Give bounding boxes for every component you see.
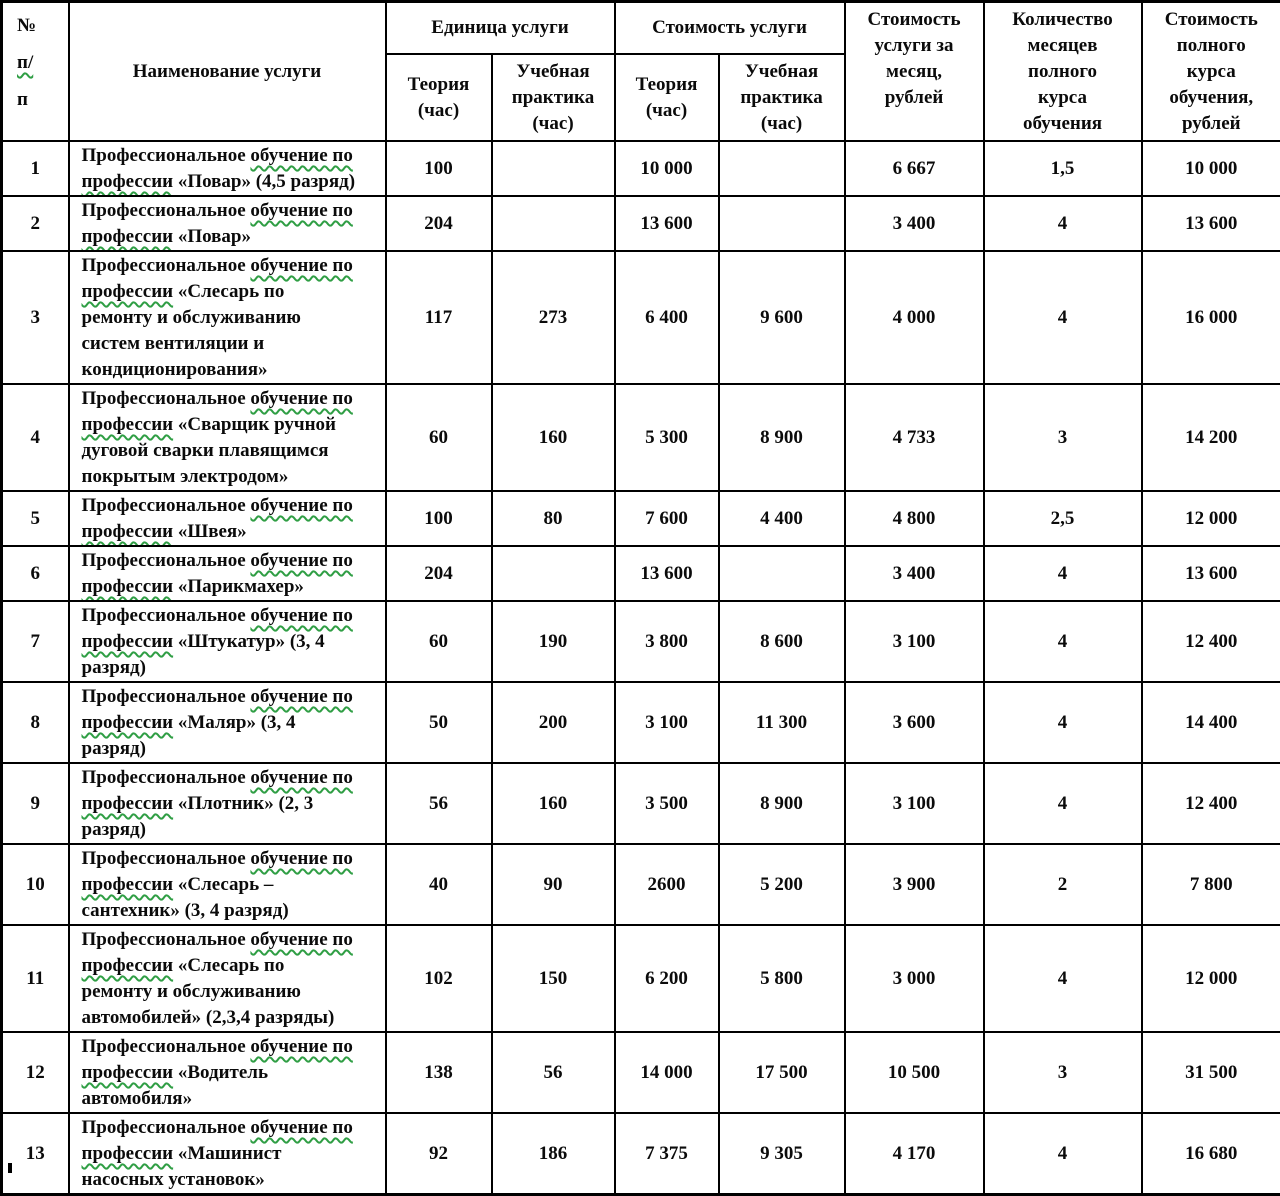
cell-cost-per-month: 3 100	[845, 763, 984, 844]
cell-course-total: 12 000	[1142, 925, 1280, 1032]
spellcheck-word: профессии	[82, 226, 174, 247]
cell-unit-theory: 92	[386, 1113, 492, 1195]
cell-unit-theory: 100	[386, 141, 492, 196]
table-row	[2, 763, 1280, 844]
cell-cost-theory: 6 200	[615, 925, 719, 1032]
cell-service-name: Профессиональное обучение по профессии «Плотник» (2, 3 разряд)	[69, 763, 386, 844]
cell-course-total: 13 600	[1142, 196, 1280, 251]
cell-cost-per-month: 3 400	[845, 196, 984, 251]
cell-cost-practice	[719, 141, 845, 196]
cell-months-count: 4	[984, 601, 1142, 682]
cell-unit-practice: 90	[492, 844, 615, 925]
cell-cost-theory: 3 500	[615, 763, 719, 844]
spellcheck-word: обучение по	[250, 605, 352, 626]
col-header-course-total: Стоимость полного курса обучения, рублей	[1142, 2, 1280, 142]
cell-course-total: 13 600	[1142, 546, 1280, 601]
spellcheck-word: профессии	[82, 1062, 174, 1083]
cell-cost-per-month: 3 600	[845, 682, 984, 763]
cell-cost-theory: 7 375	[615, 1113, 719, 1195]
cell-unit-practice: 273	[492, 251, 615, 384]
cell-unit-theory: 50	[386, 682, 492, 763]
cell-cost-theory: 2600	[615, 844, 719, 925]
cell-unit-practice: 160	[492, 384, 615, 491]
cell-service-name: Профессиональное обучение по профессии «Водитель автомобиля»	[69, 1032, 386, 1113]
cell-months-count: 1,5	[984, 141, 1142, 196]
cell-course-total: 12 000	[1142, 491, 1280, 546]
spellcheck-word: обучение по	[250, 495, 352, 516]
table-row	[2, 1113, 1280, 1195]
cell-service-name: Профессиональное обучение по профессии «Сварщик ручной дуговой сварки плавящимся покрытым электродом»	[69, 384, 386, 491]
cell-course-total: 14 200	[1142, 384, 1280, 491]
cell-unit-practice	[492, 546, 615, 601]
cell-cost-theory: 10 000	[615, 141, 719, 196]
cell-course-total: 14 400	[1142, 682, 1280, 763]
cell-row-number: 2	[2, 196, 69, 251]
cell-unit-theory: 56	[386, 763, 492, 844]
cell-cost-theory: 13 600	[615, 196, 719, 251]
spellcheck-word: обучение по	[250, 767, 352, 788]
table-row	[2, 682, 1280, 763]
cell-unit-practice: 186	[492, 1113, 615, 1195]
table-row	[2, 251, 1280, 384]
cell-cost-per-month: 4 170	[845, 1113, 984, 1195]
spellcheck-word: обучение по	[250, 686, 352, 707]
cell-cost-per-month: 10 500	[845, 1032, 984, 1113]
spellcheck-word: обучение по	[250, 1036, 352, 1057]
spellcheck-word: профессии	[82, 793, 174, 814]
spellcheck-word: обучение по	[250, 200, 352, 221]
cell-service-name: Профессиональное обучение по профессии «Повар»	[69, 196, 386, 251]
cell-course-total: 31 500	[1142, 1032, 1280, 1113]
cell-row-number: 13	[2, 1113, 69, 1195]
cell-row-number: 5	[2, 491, 69, 546]
row-number-header-line: п	[17, 81, 68, 118]
cell-unit-theory: 100	[386, 491, 492, 546]
cell-cost-theory: 6 400	[615, 251, 719, 384]
cell-service-name: Профессиональное обучение по профессии «Слесарь по ремонту и обслуживанию автомобилей» (2,3,4 разряды)	[69, 925, 386, 1032]
table-row	[2, 601, 1280, 682]
cell-unit-theory: 204	[386, 196, 492, 251]
scan-artifact-mark	[8, 1163, 12, 1173]
table-row	[2, 384, 1280, 491]
cell-course-total: 16 680	[1142, 1113, 1280, 1195]
cell-course-total: 7 800	[1142, 844, 1280, 925]
spellcheck-word: профессии	[82, 414, 174, 435]
cell-cost-per-month: 3 900	[845, 844, 984, 925]
cell-row-number: 11	[2, 925, 69, 1032]
cell-unit-practice: 150	[492, 925, 615, 1032]
spellcheck-word: обучение по	[250, 848, 352, 869]
cell-row-number: 7	[2, 601, 69, 682]
cell-months-count: 3	[984, 1032, 1142, 1113]
col-header-cost-practice: Учебная практика (час)	[719, 54, 845, 141]
cell-row-number: 1	[2, 141, 69, 196]
cell-cost-theory: 14 000	[615, 1032, 719, 1113]
cell-months-count: 4	[984, 546, 1142, 601]
table-row	[2, 546, 1280, 601]
cell-cost-per-month: 3 100	[845, 601, 984, 682]
cell-service-name: Профессиональное обучение по профессии «Маляр» (3, 4 разряд)	[69, 682, 386, 763]
cell-service-name: Профессиональное обучение по профессии «Машинист насосных установок»	[69, 1113, 386, 1195]
cell-row-number: 6	[2, 546, 69, 601]
cell-unit-theory: 60	[386, 384, 492, 491]
cell-cost-practice: 9 600	[719, 251, 845, 384]
cell-course-total: 12 400	[1142, 601, 1280, 682]
row-number-header-line: №	[17, 7, 68, 44]
cell-course-total: 12 400	[1142, 763, 1280, 844]
cell-service-name: Профессиональное обучение по профессии «Повар» (4,5 разряд)	[69, 141, 386, 196]
cell-cost-practice: 9 305	[719, 1113, 845, 1195]
cell-service-name: Профессиональное обучение по профессии «Штукатур» (3, 4 разряд)	[69, 601, 386, 682]
spellcheck-word: обучение по	[250, 388, 352, 409]
spellcheck-word: профессии	[82, 712, 174, 733]
spellcheck-word: профессии	[82, 955, 174, 976]
cell-row-number: 3	[2, 251, 69, 384]
spellcheck-word: профессии	[82, 631, 174, 652]
col-header-service-name: Наименование услуги	[69, 2, 386, 142]
cell-cost-practice: 8 900	[719, 384, 845, 491]
spellcheck-word: обучение по	[250, 929, 352, 950]
spellcheck-word: профессии	[82, 576, 174, 597]
table-row	[2, 1032, 1280, 1113]
cell-cost-per-month: 6 667	[845, 141, 984, 196]
table-row	[2, 925, 1280, 1032]
spellcheck-word: профессии	[82, 1143, 174, 1164]
cell-cost-practice: 17 500	[719, 1032, 845, 1113]
cell-cost-per-month: 4 733	[845, 384, 984, 491]
cell-cost-practice: 5 800	[719, 925, 845, 1032]
cell-months-count: 4	[984, 196, 1142, 251]
cell-unit-practice: 80	[492, 491, 615, 546]
cell-unit-theory: 117	[386, 251, 492, 384]
cell-service-name: Профессиональное обучение по профессии «Слесарь по ремонту и обслуживанию систем вентиляции и кондиционирования»	[69, 251, 386, 384]
row-number-header-line: п/	[17, 44, 68, 81]
cell-unit-practice: 190	[492, 601, 615, 682]
cell-months-count: 4	[984, 925, 1142, 1032]
spellcheck-word: обучение по	[250, 255, 352, 276]
cell-row-number: 12	[2, 1032, 69, 1113]
col-header-group-unit: Единица услуги	[386, 2, 615, 55]
table-row	[2, 491, 1280, 546]
cell-months-count: 4	[984, 682, 1142, 763]
spellcheck-word: профессии	[82, 281, 174, 302]
cell-unit-practice	[492, 196, 615, 251]
spellcheck-word: профессии	[82, 521, 174, 542]
cell-cost-practice: 5 200	[719, 844, 845, 925]
cell-service-name: Профессиональное обучение по профессии «Слесарь – сантехник» (3, 4 разряд)	[69, 844, 386, 925]
col-header-group-cost: Стоимость услуги	[615, 2, 845, 55]
cell-cost-theory: 5 300	[615, 384, 719, 491]
cell-unit-theory: 204	[386, 546, 492, 601]
cell-row-number: 10	[2, 844, 69, 925]
cell-months-count: 2	[984, 844, 1142, 925]
col-header-unit-theory: Теория (час)	[386, 54, 492, 141]
cell-course-total: 16 000	[1142, 251, 1280, 384]
spellcheck-word: обучение по	[250, 145, 352, 166]
cell-months-count: 4	[984, 763, 1142, 844]
table-body	[2, 141, 1280, 1195]
cell-months-count: 4	[984, 1113, 1142, 1195]
cell-months-count: 3	[984, 384, 1142, 491]
cell-cost-theory: 7 600	[615, 491, 719, 546]
cell-service-name: Профессиональное обучение по профессии «Швея»	[69, 491, 386, 546]
cell-cost-per-month: 3 000	[845, 925, 984, 1032]
col-header-unit-practice: Учебная практика (час)	[492, 54, 615, 141]
table-row	[2, 196, 1280, 251]
spellcheck-word: профессии	[82, 171, 174, 192]
cell-row-number: 9	[2, 763, 69, 844]
cell-service-name: Профессиональное обучение по профессии «Парикмахер»	[69, 546, 386, 601]
cell-unit-practice	[492, 141, 615, 196]
cell-row-number: 8	[2, 682, 69, 763]
spellcheck-word: обучение по	[250, 550, 352, 571]
spellcheck-word: профессии	[82, 874, 174, 895]
cell-unit-theory: 40	[386, 844, 492, 925]
cell-unit-theory: 60	[386, 601, 492, 682]
cell-unit-practice: 56	[492, 1032, 615, 1113]
spellcheck-word: обучение по	[250, 1117, 352, 1138]
cell-months-count: 4	[984, 251, 1142, 384]
cell-cost-per-month: 3 400	[845, 546, 984, 601]
cell-cost-theory: 3 800	[615, 601, 719, 682]
cell-unit-theory: 102	[386, 925, 492, 1032]
cell-unit-theory: 138	[386, 1032, 492, 1113]
table-row	[2, 141, 1280, 196]
col-header-months-count: Количество месяцев полного курса обучения	[984, 2, 1142, 142]
table-row	[2, 844, 1280, 925]
cell-unit-practice: 200	[492, 682, 615, 763]
cell-course-total: 10 000	[1142, 141, 1280, 196]
cell-row-number: 4	[2, 384, 69, 491]
cell-cost-practice	[719, 196, 845, 251]
cell-cost-practice: 8 600	[719, 601, 845, 682]
cell-unit-practice: 160	[492, 763, 615, 844]
cell-cost-per-month: 4 000	[845, 251, 984, 384]
cell-cost-theory: 3 100	[615, 682, 719, 763]
cell-months-count: 2,5	[984, 491, 1142, 546]
cell-cost-practice: 4 400	[719, 491, 845, 546]
col-header-row-number	[2, 2, 69, 142]
cell-cost-practice	[719, 546, 845, 601]
cell-cost-per-month: 4 800	[845, 491, 984, 546]
cell-cost-theory: 13 600	[615, 546, 719, 601]
cell-cost-practice: 11 300	[719, 682, 845, 763]
col-header-cost-per-month: Стоимость услуги за месяц, рублей	[845, 2, 984, 142]
table-header	[2, 2, 1280, 142]
col-header-cost-theory: Теория (час)	[615, 54, 719, 141]
cell-cost-practice: 8 900	[719, 763, 845, 844]
